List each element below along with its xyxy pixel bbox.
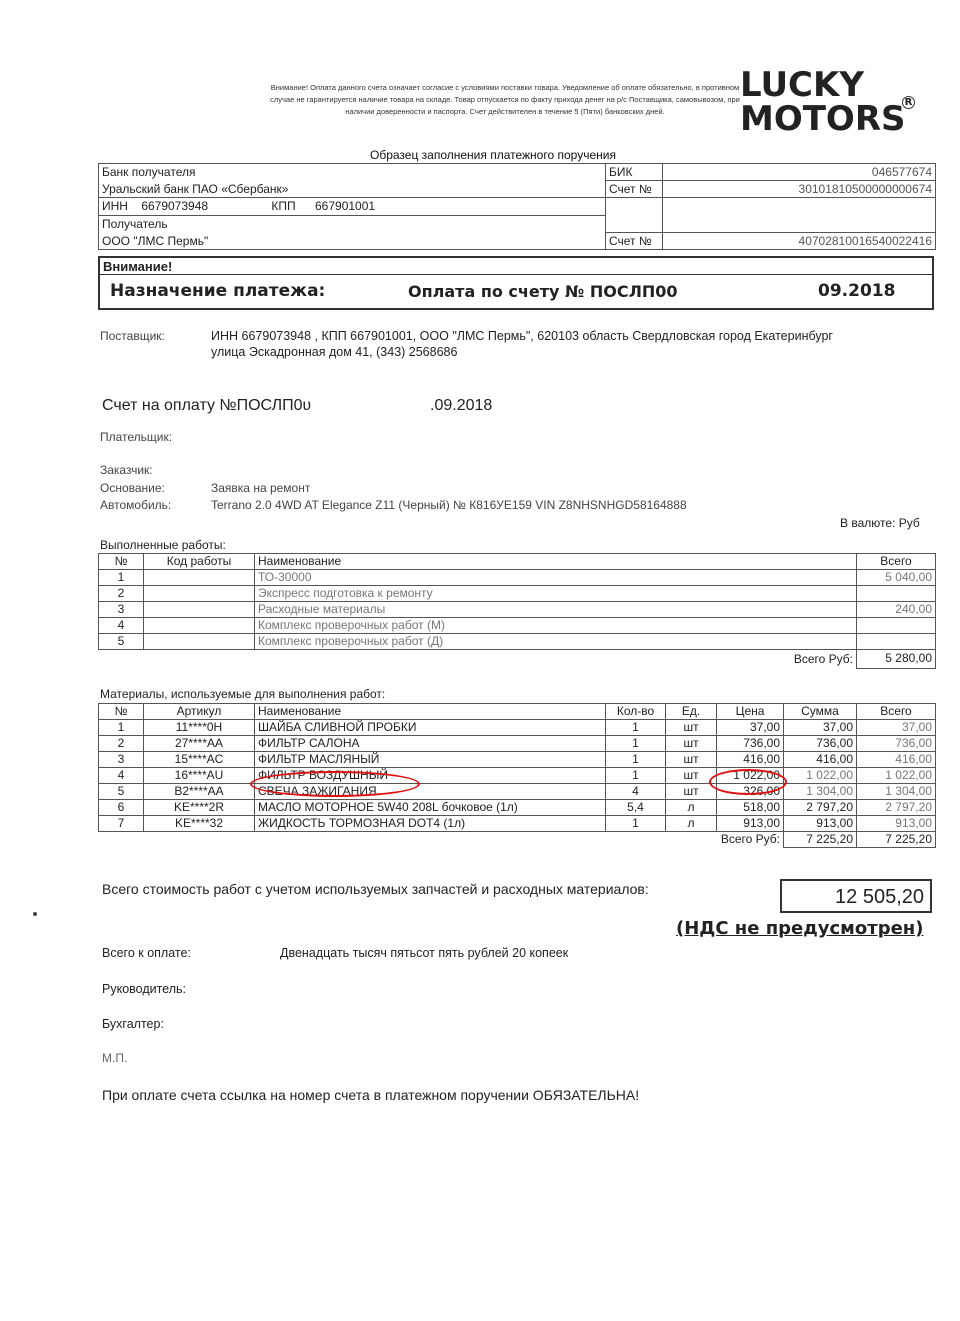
material-price: 736,00: [717, 736, 784, 752]
bank-name: Уральский банк ПАО «Сбербанк»: [99, 181, 606, 198]
material-unit: л: [666, 800, 717, 816]
work-name: Экспресс подготовка к ремонту: [255, 586, 857, 602]
material-qty: 1: [606, 720, 666, 736]
material-number: 3: [99, 752, 144, 768]
registered-mark: R: [902, 96, 915, 109]
material-number: 1: [99, 720, 144, 736]
material-qty: 5,4: [606, 800, 666, 816]
material-number: 7: [99, 816, 144, 832]
work-name: Расходные материалы: [255, 602, 857, 618]
material-total: 1 304,00: [857, 784, 936, 800]
material-price: 913,00: [717, 816, 784, 832]
material-price: 37,00: [717, 720, 784, 736]
car-value: Terrano 2.0 4WD AT Elegance Z11 (Черный) № К816УЕ159 VIN Z8NHSNHGD58164888: [211, 498, 687, 512]
handwritten-circle-mark: [250, 771, 420, 797]
work-code: [144, 586, 255, 602]
material-total: 736,00: [857, 736, 936, 752]
material-qty: 1: [606, 752, 666, 768]
payment-purpose-box: [98, 256, 934, 310]
material-unit: шт: [666, 768, 717, 784]
materials-total-row: [99, 832, 936, 848]
material-total: 1 022,00: [857, 768, 936, 784]
logo-line1: LUCKY: [740, 65, 864, 105]
material-number: 5: [99, 784, 144, 800]
works-total-value: 5 280,00: [857, 650, 936, 669]
materials-header-cell: Наименование: [255, 704, 606, 720]
inn-label: ИНН: [102, 199, 128, 214]
material-qty: 1: [606, 768, 666, 784]
materials-sum-total: 7 225,20: [784, 832, 857, 848]
table-row: [99, 784, 936, 800]
kpp-label: КПП: [271, 199, 296, 214]
logo-line2: MOTORS: [740, 99, 906, 139]
material-sku: KE****2R: [144, 800, 255, 816]
table-row: [99, 618, 936, 634]
material-qty: 4: [606, 784, 666, 800]
materials-header-cell: Артикул: [144, 704, 255, 720]
invoice-title: Счет на оплату №ПОСЛП0ʋ: [102, 397, 312, 414]
table-row: [99, 634, 936, 650]
total-cost-value: 12 505,20: [780, 879, 932, 913]
material-sum: 2 797,20: [784, 800, 857, 816]
empty-cell: [606, 198, 663, 233]
material-unit: шт: [666, 736, 717, 752]
work-total: 5 040,00: [857, 570, 936, 586]
material-sum: 1 304,00: [784, 784, 857, 800]
materials-header-cell: Ед.: [666, 704, 717, 720]
work-code: [144, 618, 255, 634]
supplier-line1: ИНН 6679073948 , КПП 667901001, ООО "ЛМС Пермь", 620103 область Свердловская город Екатеринбург: [211, 329, 833, 343]
form-title: Образец заполнения платежного поручения: [370, 148, 616, 162]
materials-header-cell: №: [99, 704, 144, 720]
accountant-label: Бухгалтер:: [102, 1017, 164, 1031]
work-number: 5: [99, 634, 144, 650]
material-number: 4: [99, 768, 144, 784]
footer-note: При оплате счета ссылка на номер счета в платежном поручении ОБЯЗАТЕЛЬНА!: [102, 1087, 640, 1103]
work-code: [144, 602, 255, 618]
works-header-cell: Код работы: [144, 554, 255, 570]
works-header-cell: Всего: [857, 554, 936, 570]
to-pay-label: Всего к оплате:: [102, 946, 191, 960]
material-name: ФИЛЬТР МАСЛЯНЫЙ: [255, 752, 606, 768]
material-name: ШАЙБА СЛИВНОЙ ПРОБКИ: [255, 720, 606, 736]
material-total: 2 797,20: [857, 800, 936, 816]
material-unit: л: [666, 816, 717, 832]
car-label: Автомобиль:: [100, 498, 172, 512]
account-label: Счет №: [606, 233, 663, 250]
table-row: [99, 720, 936, 736]
account-value: 40702810016540022416: [663, 233, 936, 250]
materials-table: [98, 703, 936, 848]
material-sum: 1 022,00: [784, 768, 857, 784]
material-sku: B2****AA: [144, 784, 255, 800]
attention-heading: Внимание!: [100, 258, 932, 275]
empty-cell: [663, 198, 936, 233]
material-unit: шт: [666, 752, 717, 768]
work-number: 1: [99, 570, 144, 586]
recipient-label: Получатель: [99, 215, 606, 232]
director-label: Руководитель:: [102, 982, 187, 996]
corr-account-value: 30101810500000000674: [663, 181, 936, 198]
work-name: ТО-30000: [255, 570, 857, 586]
material-name: ФИЛЬТР ВОЗДУШНЫЙ: [255, 768, 606, 784]
material-sum: 913,00: [784, 816, 857, 832]
work-total: [857, 634, 936, 650]
material-sum: 736,00: [784, 736, 857, 752]
recipient-name: ООО "ЛМС Пермь": [99, 233, 606, 250]
works-header-cell: №: [99, 554, 144, 570]
works-title: Выполненные работы:: [100, 538, 226, 552]
works-header-cell: Наименование: [255, 554, 857, 570]
material-unit: шт: [666, 784, 717, 800]
bik-label: БИК: [606, 164, 663, 181]
bank-label: Банк получателя: [99, 164, 606, 181]
work-total: [857, 586, 936, 602]
material-sku: 15****AC: [144, 752, 255, 768]
works-total-row: [99, 650, 936, 669]
work-number: 4: [99, 618, 144, 634]
materials-header-cell: Кол-во: [606, 704, 666, 720]
materials-grand-total: 7 225,20: [857, 832, 936, 848]
materials-header-cell: Сумма: [784, 704, 857, 720]
work-name: Комплекс проверочных работ (М): [255, 618, 857, 634]
work-name: Комплекс проверочных работ (Д): [255, 634, 857, 650]
currency-label: В валюте: Руб: [840, 516, 920, 530]
materials-total-label: Всего Руб:: [99, 832, 784, 848]
material-price: 1 022,00: [717, 768, 784, 784]
material-total: 416,00: [857, 752, 936, 768]
work-code: [144, 634, 255, 650]
table-row: [99, 602, 936, 618]
basis-value: Заявка на ремонт: [211, 481, 311, 495]
works-total-label: Всего Руб:: [99, 650, 857, 669]
materials-header-cell: Цена: [717, 704, 784, 720]
material-price: 326,00: [717, 784, 784, 800]
purpose-date: 09.2018: [818, 281, 896, 301]
work-total: [857, 618, 936, 634]
basis-label: Основание:: [100, 481, 165, 495]
materials-header-cell: Всего: [857, 704, 936, 720]
bank-details-table: [98, 163, 936, 250]
material-sku: KE****32: [144, 816, 255, 832]
vat-note: (НДС не предусмотрен): [676, 918, 924, 939]
material-name: ФИЛЬТР САЛОНА: [255, 736, 606, 752]
table-row: [99, 768, 936, 784]
works-header-row: [99, 554, 936, 570]
table-row: [99, 800, 936, 816]
table-row: [99, 736, 936, 752]
materials-header-row: [99, 704, 936, 720]
material-name: ЖИДКОСТЬ ТОРМОЗНАЯ DOT4 (1л): [255, 816, 606, 832]
to-pay-value: Двенадцать тысяч пятьсот пять рублей 20 копеек: [280, 946, 569, 960]
customer-label: Заказчик:: [100, 463, 153, 477]
material-sum: 37,00: [784, 720, 857, 736]
work-number: 2: [99, 586, 144, 602]
material-name: СВЕЧА ЗАЖИГАНИЯ: [255, 784, 606, 800]
payment-purpose-line: [100, 275, 932, 308]
bik-value: 046577674: [663, 164, 936, 181]
invoice-notice: Внимание! Оплата данного счета означает согласие с условиями поставки товара. Уведомление об оплате обязательно, в противном случае не гарантируется наличие товара на складе. Товар отпускается по факту прихода денег на р/с Поставщика, самовывозом, при наличии доверенности и паспорта. Счет действителен в течение 5 (Пяти) банковских дней.: [270, 83, 740, 116]
table-row: [99, 570, 936, 586]
material-number: 6: [99, 800, 144, 816]
scan-dot: [33, 912, 37, 916]
material-sku: 16****AU: [144, 768, 255, 784]
works-table: [98, 553, 936, 669]
material-sku: 11****0H: [144, 720, 255, 736]
work-total: 240,00: [857, 602, 936, 618]
material-price: 518,00: [717, 800, 784, 816]
kpp-value: 667901001: [315, 199, 376, 214]
purpose-text: Оплата по счету № ПОСЛП00: [408, 282, 678, 301]
work-number: 3: [99, 602, 144, 618]
corr-account-label: Счет №: [606, 181, 663, 198]
inn-value: 6679073948: [141, 199, 209, 214]
total-cost-label: Всего стоимость работ с учетом используемых запчастей и расходных материалов:: [102, 881, 649, 897]
material-sku: 27****AA: [144, 736, 255, 752]
material-unit: шт: [666, 720, 717, 736]
purpose-label: Назначение платежа:: [110, 281, 326, 301]
material-total: 913,00: [857, 816, 936, 832]
material-qty: 1: [606, 736, 666, 752]
table-row: [99, 586, 936, 602]
stamp-label: М.П.: [102, 1051, 128, 1065]
material-name: МАСЛО МОТОРНОЕ 5W40 208L бочковое (1л): [255, 800, 606, 816]
material-number: 2: [99, 736, 144, 752]
table-row: [99, 752, 936, 768]
material-qty: 1: [606, 816, 666, 832]
invoice-date: .09.2018: [430, 397, 493, 414]
handwritten-circle-mark: [709, 769, 787, 795]
payer-label: Плательщик:: [100, 430, 173, 444]
material-sum: 416,00: [784, 752, 857, 768]
material-price: 416,00: [717, 752, 784, 768]
material-total: 37,00: [857, 720, 936, 736]
supplier-label: Поставщик:: [100, 329, 165, 343]
table-row: [99, 816, 936, 832]
inn-kpp-row: [99, 198, 606, 216]
company-logo: [740, 65, 913, 139]
work-code: [144, 570, 255, 586]
materials-title: Материалы, используемые для выполнения работ:: [100, 687, 386, 701]
supplier-line2: улица Эскадронная дом 41, (343) 2568686: [211, 345, 458, 359]
